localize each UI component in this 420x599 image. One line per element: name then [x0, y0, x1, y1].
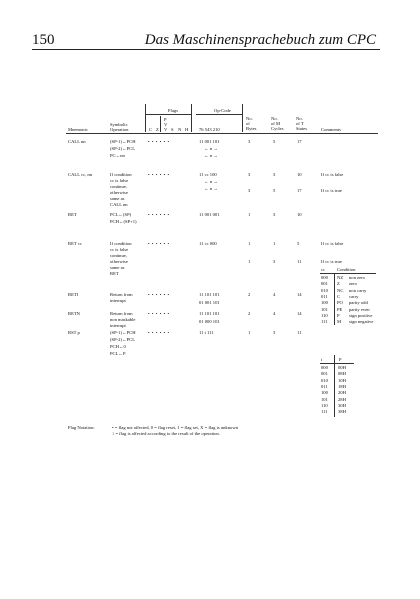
opcode-line: 11 cc 100 [199, 172, 217, 177]
tstates-h1: No. [296, 116, 303, 121]
cc-table-cell: 100 [321, 300, 328, 306]
mcycles-cell: 3 [273, 330, 276, 335]
page-title: Das Maschinensprachebuch zum CPC [144, 32, 376, 48]
cc-table-cell: 000 [321, 275, 328, 280]
cc-table-cell: 001 [321, 281, 328, 287]
bytes-cell: 2 [248, 311, 251, 316]
flag-v: V [164, 127, 168, 132]
tstates-cell: 17 [297, 139, 302, 144]
t-table-cell: 001 [321, 371, 328, 377]
opcode-line: ← n → [204, 153, 218, 158]
flags-underline [145, 114, 191, 115]
bytes-cell: 1 [248, 259, 251, 264]
mcycles-h2: of M [271, 121, 281, 126]
cc-table-cell: 011 [321, 293, 328, 299]
flag-notation-line: • = flag not affected, 0 = flag reset, 1 = flag set, X = flag is unknown [112, 425, 238, 430]
pv-p-header: P [164, 117, 167, 122]
mcycles-cell: 4 [273, 292, 276, 297]
tstates-cell: 17 [297, 188, 302, 193]
bytes-h3: Bytes [246, 126, 257, 131]
t-table-cell: 10H [338, 377, 346, 383]
tstates-cell: 14 [297, 292, 302, 297]
t-table-cell: 18H [338, 383, 346, 389]
bytes-cell: 2 [248, 292, 251, 297]
t-underline [320, 363, 354, 364]
cc-header: cc [321, 267, 326, 272]
mcycles-cell: 1 [273, 241, 276, 246]
t-table-cell: 110 [321, 402, 328, 408]
flag-c: C [149, 127, 153, 132]
opcode-line: 11 101 101 [199, 292, 220, 297]
cc-table-cell: PO [337, 300, 343, 306]
bytes-h2: of [246, 121, 250, 126]
operation-header: Operation [110, 127, 129, 132]
cc-table-cell: P [337, 312, 340, 318]
opcode-underline [196, 114, 242, 115]
flag-dots: • • • • • • [148, 330, 170, 335]
bytes-cell: 1 [248, 330, 251, 335]
cc-table-cell: parity even [349, 306, 370, 312]
mcycles-cell: 5 [273, 139, 276, 144]
cc-table-cell: NC [337, 287, 344, 293]
flag-dots: • • • • • • [148, 311, 170, 316]
operation-line: Return from [110, 292, 133, 297]
flag-dots: • • • • • • [148, 292, 170, 297]
mcycles-cell: 5 [273, 188, 276, 193]
operation-line: PCL←P [110, 351, 126, 356]
operation-line: (SP-1)←PCH [110, 139, 136, 144]
t-header: t [321, 357, 323, 362]
mcycles-cell: 3 [273, 212, 276, 217]
opcode-line: 11 001 001 [199, 212, 220, 217]
symbolic-header: Symbolic [110, 122, 128, 127]
flag-dots: • • • • • • [148, 139, 170, 144]
t-table-cell: 010 [321, 377, 328, 383]
operation-line: PCH←(SP+1) [110, 219, 137, 224]
operation-line: RET [110, 271, 119, 276]
cc-table-cell: zero [349, 281, 357, 287]
cc-table-cell: carry [349, 293, 359, 299]
comments-header: Comments [321, 127, 341, 132]
mnemonic-cell: CALL nn [68, 139, 86, 144]
t-table-cell: 28H [338, 396, 346, 402]
sep-flags-right [191, 104, 192, 132]
mcycles-cell: 3 [273, 259, 276, 264]
mnemonic-header: Mnemonic [68, 127, 88, 132]
opcode-line: ← n → [204, 146, 218, 151]
tstates-h3: States [296, 126, 307, 131]
t-table-cell: 101 [321, 396, 328, 402]
header-underline [66, 133, 378, 134]
opcode-line: 11 cc 000 [199, 241, 217, 246]
cc-table-cell: non carry [349, 287, 367, 293]
cc-underline [320, 273, 376, 274]
tstates-cell: 5 [297, 241, 300, 246]
cc-table-cell: M [337, 319, 342, 325]
comment-cell: If cc is true [321, 259, 342, 264]
flag-dots: • • • • • • [148, 172, 170, 177]
opcode-line: 01 001 101 [199, 300, 220, 305]
sep-opcode-right [242, 104, 243, 132]
bytes-cell: 1 [248, 212, 251, 217]
t-table-cell: 100 [321, 390, 328, 396]
mcycles-h1: No. [271, 116, 278, 121]
cc-table-cell: PE [337, 306, 343, 312]
mcycles-cell: 3 [273, 172, 276, 177]
mnemonic-cell: RST p [68, 330, 80, 335]
mnemonic-cell: RET cc [68, 241, 82, 246]
mnemonic-cell: RETI [68, 292, 79, 297]
flag-dots: • • • • • • [148, 212, 170, 217]
bytes-cell: 1 [248, 241, 251, 246]
comment-cell: If cc is true [321, 188, 342, 193]
flag-notation-line: ↕ = flag is affected according to the result of the operation. [112, 431, 220, 436]
t-vline [334, 355, 335, 417]
tstates-cell: 10 [297, 172, 302, 177]
operation-line: same as [110, 265, 125, 270]
bytes-cell: 3 [248, 139, 251, 144]
mcycles-h3: Cycles [271, 126, 284, 131]
operation-line: (SP-2)←PCL [110, 146, 136, 151]
cc-table-cell: Z [337, 281, 340, 287]
operation-line: continue, [110, 253, 127, 258]
cc-table-cell: 101 [321, 306, 328, 312]
cc-table-cell: parity odd [349, 300, 368, 306]
tstates-cell: 14 [297, 311, 302, 316]
flag-z: Z [156, 127, 159, 132]
operation-line: PCL←(SP) [110, 212, 132, 217]
p-header: P [339, 357, 342, 362]
sep-flags-left [145, 104, 146, 132]
operation-line: interrupt [110, 323, 126, 328]
flag-h: H [185, 127, 189, 132]
t-table-cell: 38H [338, 409, 346, 415]
bytes-cell: 3 [248, 172, 251, 177]
sep-pv [160, 116, 161, 132]
opcode-line: 11 101 101 [199, 311, 220, 316]
bytes-h1: No. [246, 116, 253, 121]
operation-line: interrupt [110, 298, 126, 303]
operation-line: same as [110, 196, 125, 201]
flags-header: Flags [168, 108, 178, 113]
t-table-cell: 000 [321, 365, 328, 370]
operation-line: Return from [110, 311, 133, 316]
comment-cell: If cc is false [321, 241, 344, 246]
bits-header: 76 543 210 [199, 127, 220, 132]
operation-line: otherwise [110, 190, 128, 195]
operation-line: non maskable [110, 317, 136, 322]
comment-cell: If cc is false [321, 172, 344, 177]
flag-s: S [171, 127, 174, 132]
flag-n: N [178, 127, 182, 132]
tstates-cell: 11 [297, 330, 302, 335]
tstates-cell: 10 [297, 212, 302, 217]
opcode-header: Op-Code [214, 108, 231, 113]
t-table-cell: 111 [321, 409, 328, 415]
t-table-cell: 30H [338, 402, 346, 408]
bytes-cell: 3 [248, 188, 251, 193]
t-table-cell: 00H [338, 365, 346, 370]
operation-line: PCH←0 [110, 344, 126, 349]
cc-table-cell: non zero [349, 275, 365, 280]
t-table-cell: 08H [338, 371, 346, 377]
tstates-cell: 11 [297, 259, 302, 264]
cc-table-cell: 010 [321, 287, 328, 293]
cc-table-cell: sign negative [349, 319, 374, 325]
header-rule [32, 49, 380, 50]
opcode-line: ← n → [204, 186, 218, 191]
cc-vline [334, 273, 335, 325]
t-table-cell: 20H [338, 390, 346, 396]
operation-line: CALL nn [110, 202, 128, 207]
tstates-h2: of T [296, 121, 304, 126]
operation-line: (SP-1)←PCH [110, 330, 136, 335]
mnemonic-cell: CALL cc, nn [68, 172, 92, 177]
cc-table-cell: C [337, 293, 341, 299]
operation-line: PC←nn [110, 153, 125, 158]
cc-table-cell: 110 [321, 312, 328, 318]
operation-line: continue, [110, 184, 127, 189]
opcode-line: 11 001 101 [199, 139, 220, 144]
operation-line: cc is false [110, 247, 129, 252]
opcode-line: 11 t 111 [199, 330, 214, 335]
flag-notation-label: Flag Notation: [68, 425, 95, 430]
operation-line: (SP-2)←PCL [110, 337, 136, 342]
operation-line: If condition [110, 172, 132, 177]
cc-table-cell: 111 [321, 319, 328, 325]
mcycles-cell: 4 [273, 311, 276, 316]
operation-line: cc is false [110, 178, 129, 183]
t-table-cell: 011 [321, 383, 328, 389]
flag-dots: • • • • • • [148, 241, 170, 246]
mnemonic-cell: RET [68, 212, 77, 217]
cc-table-cell: NZ [337, 275, 344, 280]
cc-table-cell: sign positive [349, 312, 373, 318]
page-number: 150 [32, 32, 55, 48]
operation-line: If condition [110, 241, 132, 246]
opcode-line: ← n → [204, 179, 218, 184]
opcode-line: 01 000 101 [199, 319, 220, 324]
mnemonic-cell: RETN [68, 311, 80, 316]
pv-v-header: V [164, 122, 168, 127]
operation-line: otherwise [110, 259, 128, 264]
condition-header: Condition [337, 267, 356, 272]
